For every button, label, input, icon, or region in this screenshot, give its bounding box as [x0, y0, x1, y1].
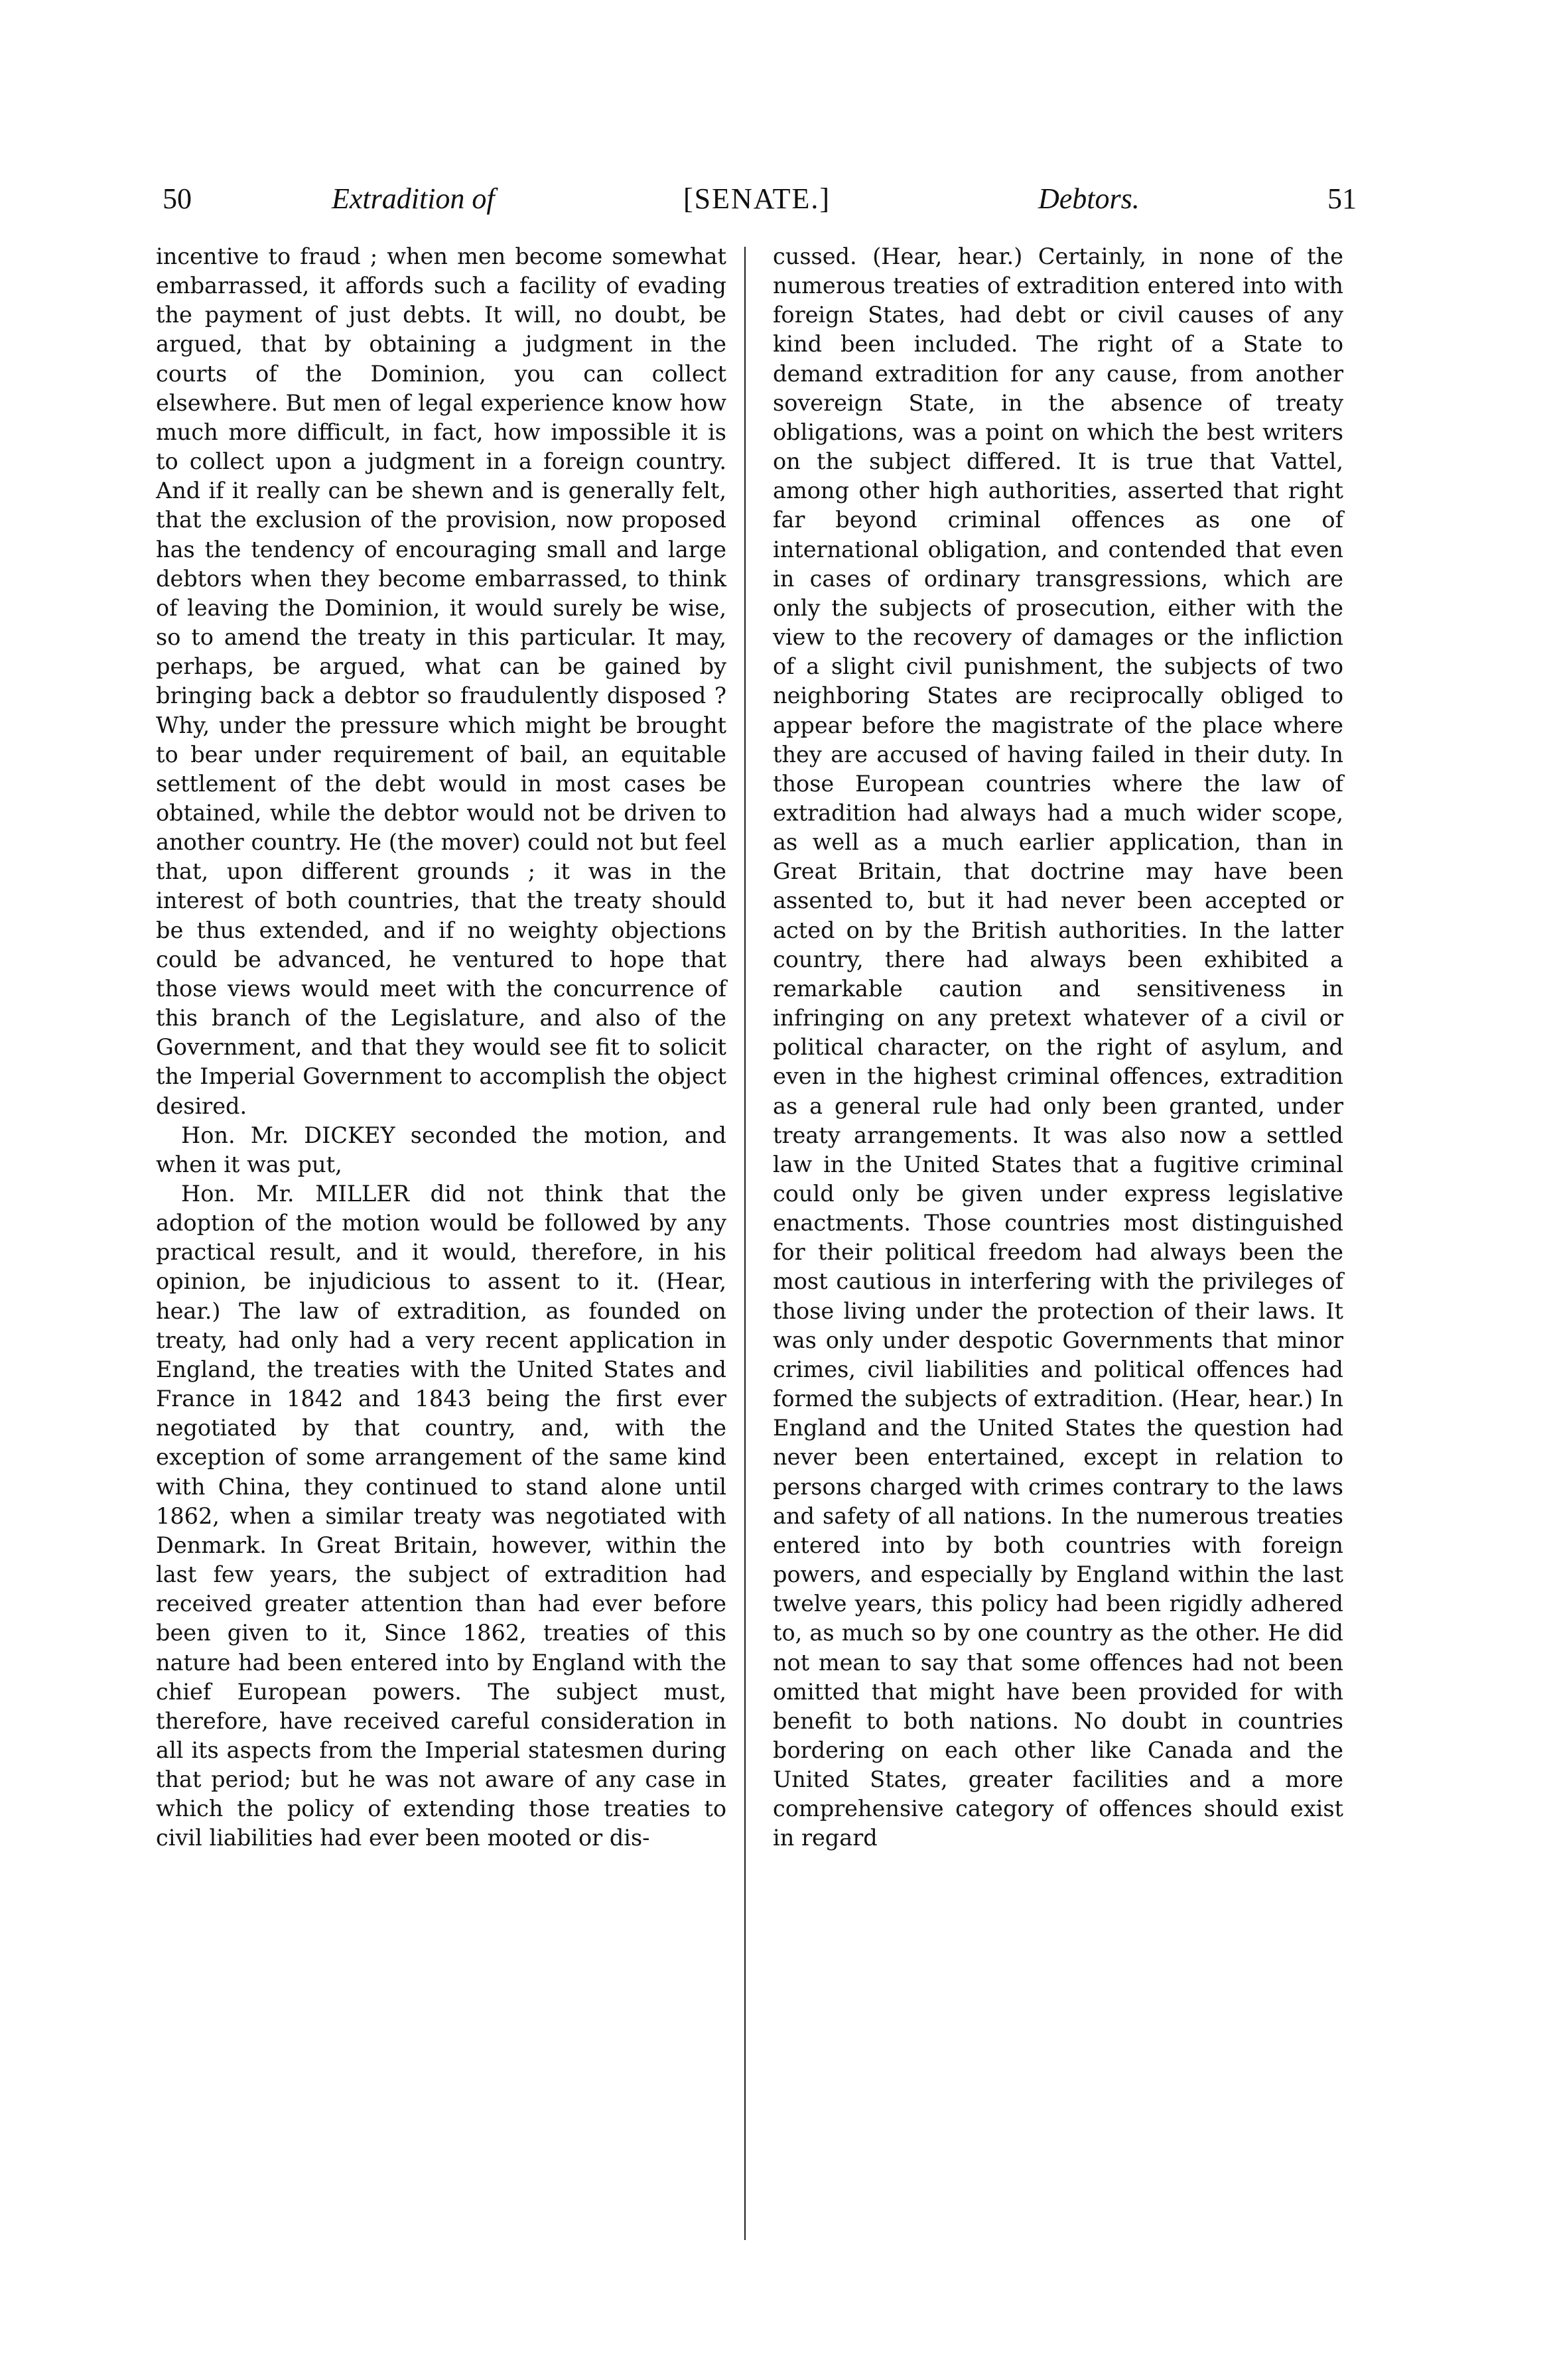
left-running-title: Extradition of [332, 182, 495, 215]
chamber-heading: [SENATE.] [683, 182, 831, 215]
right-column [773, 242, 1343, 1853]
column-divider [744, 247, 746, 2240]
left-page-number: 50 [163, 182, 192, 215]
left-column [156, 242, 726, 1853]
right-page-number: 51 [1327, 182, 1357, 215]
paragraph-dickey: Hon. Mr. DICKEY seconded the motion, and when it was put, [156, 1122, 726, 1177]
page-header [163, 176, 1357, 222]
paragraph-miller-continued: cussed. (Hear, hear.) Certainly, in none of the numerous treaties of extradition entered into with foreign States, had debt or civil causes of any kind been included. The right of a State to demand extradition for any cause, from another sovereign State, in the absence of treaty obligations, was a point on which the best writers on the subject differed. It is true that Vattel, among other high authorities, asserted that right far beyond criminal offences as one of international obligation, and contended that even in cases of ordinary transgressions, which are only the subjects of prosecution, either with the view to the recovery of damages or the infliction of a slight civil punishment, the subjects of two neighboring States are reciprocally obliged to appear before the magistrate of the place where they are accused of having failed in their duty. In those European countries where the law of extradition had always had a much wider scope, as well as a much earlier application, than in Great Britain, that doctrine may have been assented to, but it had never been accepted or acted on by the British authorities. In the latter country, there had always been exhibited a remarkable caution and sensitiveness in infringing on any pretext whatever of a civil or political character, on the right of asylum, and even in the highest criminal offences, extradition as a general rule had only been granted, under treaty arrangements. It was also now a settled law in the United States that a fugitive criminal could only be given under express legislative enactments. Those countries most distinguished for their political freedom had always been the most cautious in interfering with the privileges of those living under the protection of their laws. It was only under despotic Governments that minor crimes, civil liabilities and political offences had formed the subjects of extradition. (Hear, hear.) In England and the United States the question had never been entertained, except in relation to persons charged with crimes contrary to the laws and safety of all nations. In the numerous treaties entered into by both countries with foreign powers, and especially by England within the last twelve years, this policy had been rigidly adhered to, as much so by one country as the other. He did not mean to say that some offences had not been omitted that might have been provided for with benefit to both nations. No doubt in countries bordering on each other like Canada and the United States, greater facilities and a more comprehensive category of offences should exist in regard [773, 243, 1343, 1851]
paragraph-continuation: incentive to fraud ; when men become somewhat embarrassed, it affords such a facility of evading the payment of just debts. It will, no doubt, be argued, that by obtaining a judgment in the courts of the Dominion, you can collect elsewhere. But men of legal experience know how much more difficult, in fact, how impossible it is to collect upon a judgment in a foreign country. And if it really can be shewn and is generally felt, that the exclusion of the provision, now proposed has the tendency of encouraging small and large debtors when they become embarrassed, to think of leaving the Dominion, it would surely be wise, so to amend the treaty in this particular. It may, perhaps, be argued, what can be gained by bringing back a debtor so fraudulently disposed ? Why, under the pressure which might be brought to bear under requirement of bail, an equitable settlement of the debt would in most cases be obtained, while the debtor would not be driven to another country. He (the mover) could not but feel that, upon different grounds ; it was in the interest of both countries, that the treaty should be thus extended, and if no weighty objections could be advanced, he ventured to hope that those views would meet with the concurrence of this branch of the Legislature, and also of the Government, and that they would see fit to solicit the Imperial Government to accomplish the object desired. [156, 243, 726, 1119]
paragraph-miller: Hon. Mr. MILLER did not think that the adoption of the motion would be followed by any practical result, and it would, therefore, in his opinion, be injudicious to assent to it. (Hear, hear.) The law of extradition, as founded on treaty, had only had a very recent application in England, the treaties with the United States and France in 1842 and 1843 being the first ever negotiated by that country, and, with the exception of some arrangement of the same kind with China, they continued to stand alone until 1862, when a similar treaty was negotiated with Denmark. In Great Britain, however, within the last few years, the subject of extradition had received greater attention than had ever before been given to it, Since 1862, treaties of this nature had been entered into by England with the chief European powers. The subject must, therefore, have received careful consideration in all its aspects from the Imperial statesmen during that period; but he was not aware of any case in which the policy of extending those treaties to civil liabilities had ever been mooted or dis- [156, 1181, 726, 1851]
right-running-title: Debtors. [1038, 182, 1140, 215]
